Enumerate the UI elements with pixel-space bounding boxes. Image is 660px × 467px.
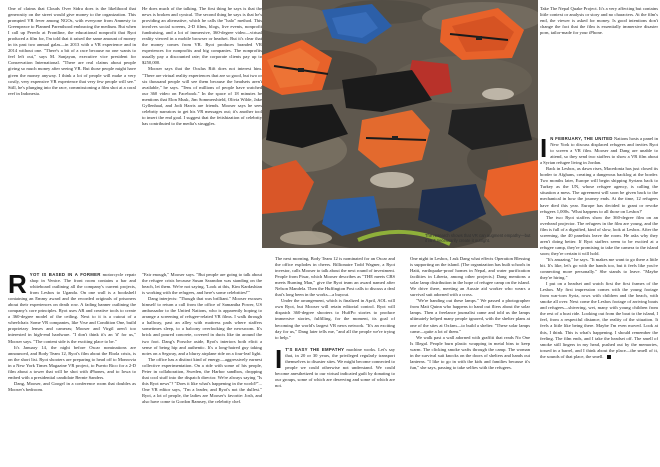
- body-paragraph: It's January 14, the night before Oscar nominations are announced, and Body Team 12, Ryot's film about the Ebola crisis, is on the short list. Ryot shooters are preparing to head off to Monrovia in a New York Times Magazine VR project, to Puerto Rico for a 2-D film about a tower that will be shot with iPhones, and to Iowa to embed with a presidential candidate Bernie Sanders.: [8, 344, 136, 380]
- article-column-1: [8, 6, 136, 97]
- body-paragraph: Mooser says that the Oculus Rift does not interest him. "There are virtual reality experiences that are so good, but two or six thousand people will see them because the headsets aren't available," he says. "Tens of millions of people have watched our 360 video on Facebook." In the space of 18 minutes he mentions that Elon Musk, Jim Sommershield, Olivia Wilde, Jake Gyllenhaal, and Jodi Harris are friends. Mooser says he sees celebrity narrators to get his VR messages out; it's another tool to insert the end goal. I suggest that the fetishization of celebrity has contributed to the media's struggles.: [142, 66, 262, 126]
- body-paragraph: Take The Nepal Quake Project. It's a very affecting but contains little context or analysis or story and no characters. At the film's end, the viewer is asked for money. Is good intentions don't change the fact that the film is essentially immersive disaster porn, tailor-made for your iPhone.: [540, 6, 658, 36]
- body-paragraph: [8, 272, 136, 345]
- body-paragraph: Dang interjects: "Though that was brilliant." Mooser excuses himself to return a call from the office of Samantha Power, US ambassador to the United Nations, who is apparently hoping to arrange a screening of refugee-related VR films. I walk through a hallway, past an alley with mattress pads where staffers sometimes sleep, to a balcony overlooking the newsroom. It's brick and poured concrete, covered in ducts like tin around the two foot. Dang's Porsche aside, Ryot's interiors both elicit a sense of being hip and authentic. It's a long-haired guy taking notes on a Segway, and a blurry airplane ride on a four-leaf light.: [142, 296, 262, 356]
- body-paragraph: The next morning, Body Team 12 is nominated for an Oscar and the office explodes in cheers. Billionaire Todd Wagner, a Ryot investor, calls Mooser to talk about the next round of investment. People from Pixar, which Mooser describes as "THE meets CBS meets Burning Man," give the Ryot team an award named after Nelson Mandela. Then the Huffington Post calls to discuss a deal that's long been in the works—a buyout.: [275, 256, 395, 298]
- article-column-5: [142, 272, 262, 405]
- body-text: Nations hosts a panel in New York to discuss displaced refugees and invites Ryot to screen a VR film. Mooser and Dang are unable to attend, so they send two staffers to show a VR film about a Syrian refugee living in Jordan.: [540, 136, 658, 166]
- body-paragraph: One of claims that Clouds Over Sidra does is the likelihood that generosity on the street would give money to the organization. This prompted VR fever among NGOs, with everyone from Amnesty to Greenpeace to Planned Parenthood embracing the medium. But when I call up Peredo at Frontline, the educational nonprofit that Ryot produced a film for, I'm told that it raised the same amount of money in its past two annual galas—in 2013 with a VR experience and in 2014 without one. "There's a bit of a race because no one wants to feel left out," says M. Sanjayan, executive vice president for Conservation International. "There are real claims about people giving so much money after seeing VR. But those people might have given the money anyway. I think a lot of people will make a very costly, very expensive VR experience that very few people will see." Still, he's plunging into the race, commissioning a film shot at a coral reef in Indonesia.: [8, 6, 136, 96]
- body-paragraph: Under the arrangement, which is finalized in April, AOL will own Ryot, but Mooser will retain editorial control. Ryot will dispatch 360-degree shooters to HuffPo stories to produce immersive stories, fulfilling, for the moment, its goal of becoming the world's largest VR news network. "It's an exciting day for us," Dang later tells me, "and all the people we're trying to help.": [275, 298, 395, 340]
- section-lead-caps: T'S EASY THE EMPATHY: [285, 346, 345, 352]
- body-paragraph: "It's amazing," he says. "It makes me want to go there a little bit. It's like, let's go with the hands too, but it feels like you're connecting more personally." She stands to leave. "Maybe they're hiring.": [540, 256, 658, 281]
- body-paragraph: We walk past a wall adorned with graffiti that reads No One Is Illegal. People burn plastic wrapping in metal bins to keep warm. The clicking smoke wafts through the camp. The woman in the survival suit knocks on the doors of shelters and hands out lanterns. "I like to go in with the kids and families because it's fun," she says, passing to take selfies with the refugees.: [410, 334, 530, 370]
- body-paragraph: The two Ryot staffers show the 360-degree film on an overhead projector. The refugees in the film are young, and the film is full of a dignified, kind of slow, look at Lesbos. After the screening, the 40 panelists leave the room. He asks why they aren't doing better. If Ryot staffers seem to be excited at a refugee camp, they're promising to take the camera to the island soon; they're certain it will hold.: [540, 214, 658, 256]
- body-paragraph: "We're handing out these lamps." We passed a photographer from Matt Quinn who happens to hand out fliers about the solar lamps. Then a freelance journalist came and told us the lamps ultimately helped many people ignored, with the shelter plans at one of the sites at Oxfam—to build a shelter. "These solar lamps came—quite a lot of them.": [410, 298, 530, 334]
- body-paragraph: The office has a distinct kind of energy—aggressively earnest collective experimentation. On a ride with some of his people, Peter in collaboration, Sweden, the Harbor sandbox, dropping that cool stuff into the dispatch director. We're always saying "Is this Ryot news"? "Does it like what's happening in the world?"... One VR editor says, "I'm a leader, and Ryot's not the dullest." Ryot, a lot of people, the ladies are Mooser's favorite: Josh, and also have come to Gordon Ramsey, the celebrity chef.: [142, 356, 262, 404]
- article-column-6: [275, 256, 395, 389]
- drop-cap: I: [275, 343, 283, 374]
- article-column-3: [540, 6, 658, 36]
- section-lead-caps: N FEBRUARY, THE UNITED: [550, 136, 613, 141]
- body-paragraph: Dang, Mooser, and Googel in a conference room that doubles as Mooser's bedroom.: [8, 380, 136, 392]
- article-column-2: [142, 6, 262, 127]
- end-of-article-mark: [607, 355, 611, 359]
- section-lead-caps: YOT IS BASED IN A FORMER: [29, 272, 101, 277]
- body-text: I put on a headset and watch first the first frames of the Lesbos. My first impression comes with the young footage from war-torn Syria, rows with children and the beach, with smoke all over. Next come the Lesbos footage of arriving boats and refugees—shivering, wet, many with young children from the rest of a boat ride. Looking out from the boat to the island, I feel, from a respectful distance, the reality of the situation. It feels a little like being there. Maybe I'm even moved. Look at this, I think. This is what's happening. I should remember the feeling. The film ends, and I take the headset off. The smell of smoke still lingers in my head, pushed out by the memories, tossed in a barrel, and I think about the place—the smell of it, the sounds of that place, the smell.: [540, 281, 658, 359]
- article-column-8: [540, 136, 658, 360]
- drop-cap: R: [8, 272, 27, 299]
- body-paragraph: [275, 343, 395, 389]
- body-paragraph: [540, 281, 658, 360]
- article-column-7: [410, 256, 530, 371]
- body-paragraph: [540, 136, 658, 166]
- article-column-4: [8, 272, 136, 393]
- body-paragraph: Back in Lesbos, as dawn rises, Macedonia has just closed its border to Afghans, creating a dangerous backlog at the border. Two months later, Europe will begin shipping Syrians back to Turkey as the UN, whose refugee agency, is calling the situation a mess. The agreement will soon be given back to the mechanical in how the journey ends. At the time, 12 refugees have died this year. Europe has decided to grant or revoke refugees 1,000s. 'What happens to all those on Lesbos?': [540, 166, 658, 214]
- caption-text: The research shows that VR can augment empathy—but it isn't necessarily create it outright.: [425, 233, 531, 244]
- body-paragraph: "Fair enough," Mooser says. "But people are going to talk about the refugee crisis because Susan Sarandon was standing on the beach, let them. We're not saying, 'Look at this, Kim Kardashian is working with the refugees, and here's some celebrities!'": [142, 272, 262, 296]
- body-text: machine works. Let's say that, in 20 or 30 years, the privileged regularly transport themselves to disaster sites. We might become connected to people we could otherwise not understand. We could become anesthetized to our virtual indicated guilt by donating to our groups, some of which are deserving and some of which are not.: [275, 346, 395, 388]
- photo-caption: [425, 233, 533, 243]
- body-paragraph: He does much of the talking. The first thing he says is that the news is broken and cynical. The second thing he says is that he's providing an alternative, which he calls the "halo" method. This involves social screens, 2-D films, blogs, live events, nonprofit fundraising, and a lot of immersive, 360-degree video—virtual reality viewed in a mobile browser or headset. But it's clear that the money comes from VR. Ryot produces branded VR experiences for nonprofits and big companies. The nonprofits usually pay a discounted rate; the corporate clients pay up to $250,000.: [142, 6, 262, 66]
- life-vest-pile-illustration: [262, 0, 538, 248]
- drop-cap: I: [540, 136, 548, 163]
- body-text: motorcycle repair shop in Venice. The front room contains a bar and whiteboard outlining all the company's current projects, from Lesbos to Uganda. On one wall is a bookshelf containing an Emmy award and the recorded originals of prisoners about their experiences on death row. A fading banner outlining the company's core principles. Ryot uses AR and creative tools to create a 360-degree model of the ceiling. Next to it is a cutout of a wheelchair. Some VR companies, like Vrse and Condition One, build proprietary lenses and cameras; Mooser and Virgil aren't too interested in high-end hardware. "I don't think it's an 'if' for us," Mooser says. "The content side is the exciting place to be.": [8, 272, 136, 344]
- life-vest-pile-photo: [262, 0, 538, 248]
- body-paragraph: One night in Lesbos, I ask Dang what effects Operation Blessing is supporting on the island. (The organization has built schools in Haiti, earthquake-proof homes in Nepal, and water purification facilities in Liberia, among other projects.) Dang mentions a solar lamp distribution in the hope of refugee camp on the island. We drive there, meeting an Aussie aid worker who wears a survival suit adorned with a cross.: [410, 256, 530, 298]
